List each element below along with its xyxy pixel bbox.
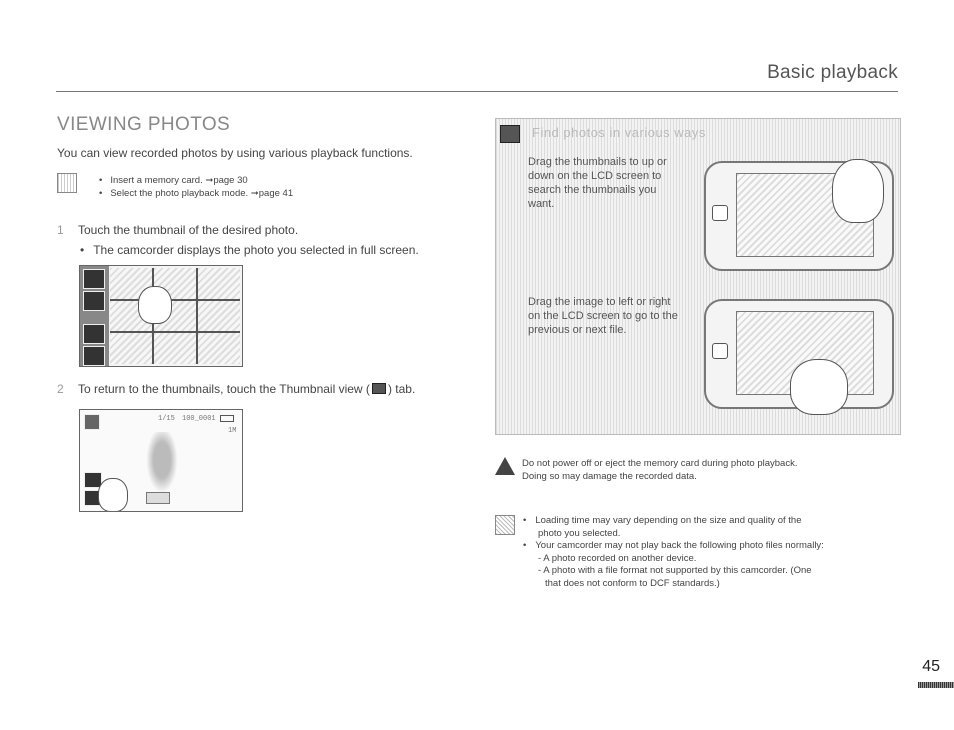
hand-icon — [138, 286, 172, 324]
thumbnail — [198, 268, 240, 299]
note-subitem: - A photo with a file format not supported by this camcorder. (One — [538, 565, 812, 576]
step-1-bullet: • The camcorder displays the photo you selected in full screen. — [80, 243, 419, 257]
file-number: 100_0001 — [182, 415, 216, 423]
caution-text — [522, 457, 892, 483]
slideshow-icon — [146, 492, 170, 504]
photo-mode-icon — [84, 414, 100, 430]
hand-icon — [832, 159, 884, 223]
tip-text-swipe: Drag the image to left or right on the LCD screen to go to the previous or next file. — [528, 296, 678, 336]
note-item: • Loading time may vary depending on the size and quality of the — [523, 515, 893, 528]
step-text — [78, 382, 415, 396]
step-text-part: To return to the thumbnails, touch the Thumbnail view ( — [78, 382, 370, 396]
camera-icon — [83, 346, 105, 366]
note-icon — [495, 515, 515, 535]
search-icon — [500, 125, 520, 143]
notes-list — [523, 515, 893, 590]
step-text-part: ) tab. — [387, 382, 416, 396]
home-icon — [712, 343, 728, 359]
delete-icon — [83, 324, 105, 344]
intro-text: You can view recorded photos by using various playback functions. — [57, 146, 413, 160]
note-subitem: - A photo recorded on another device. — [538, 552, 697, 564]
thumbnail-screen-illustration — [79, 265, 243, 367]
step-number: 2 — [57, 382, 64, 396]
page-number: 45 — [922, 658, 940, 675]
battery-icon — [220, 415, 234, 422]
hand-icon — [790, 359, 848, 415]
photo-counter: 1/15 — [158, 415, 175, 423]
tip-panel — [495, 118, 901, 435]
step-text: Touch the thumbnail of the desired photo. — [78, 223, 299, 237]
page-number-bar — [918, 682, 954, 688]
precheck-icon — [57, 173, 77, 193]
thumbnail-view-icon — [372, 383, 386, 394]
side-tab-bar — [80, 266, 109, 366]
caution-icon — [495, 457, 515, 475]
thumbnail-view-icon — [83, 291, 105, 311]
tip-text-scroll: Drag the thumbnails to up or down on the LCD screen to search the thumbnails you want. — [528, 156, 667, 210]
thumbnail — [198, 301, 240, 332]
caution-line: Do not power off or eject the memory card during photo playback. — [522, 458, 798, 469]
note-item: • Your camcorder may not play back the following photo files normally: — [523, 540, 893, 553]
photo-resolution: 1M — [228, 427, 237, 435]
thumbnail — [110, 333, 152, 364]
note-item-continued: photo you selected. — [538, 527, 621, 539]
step-number: 1 — [57, 223, 64, 237]
section-rule — [56, 91, 898, 92]
page-heading: VIEWING PHOTOS — [57, 114, 231, 135]
precheck-item: • Select the photo playback mode. ➞page 41 — [99, 187, 293, 200]
thumbnail-grid — [110, 268, 240, 364]
device-illustration-scroll — [704, 161, 894, 271]
section-title: Basic playback — [767, 62, 898, 83]
home-icon — [712, 205, 728, 221]
device-illustration-swipe — [704, 299, 894, 409]
note-subitem-continued: that does not conform to DCF standards.) — [545, 577, 720, 589]
tip-title: Find photos in various ways — [532, 125, 706, 140]
precheck-list — [99, 174, 293, 200]
thumbnail — [154, 333, 196, 364]
thumbnail — [198, 333, 240, 364]
photo-mode-icon — [83, 269, 105, 289]
precheck-item: • Insert a memory card. ➞page 30 — [99, 174, 293, 187]
fullscreen-photo-illustration — [79, 409, 243, 512]
hand-icon — [98, 478, 128, 512]
caution-line: Doing so may damage the recorded data. — [522, 471, 697, 482]
